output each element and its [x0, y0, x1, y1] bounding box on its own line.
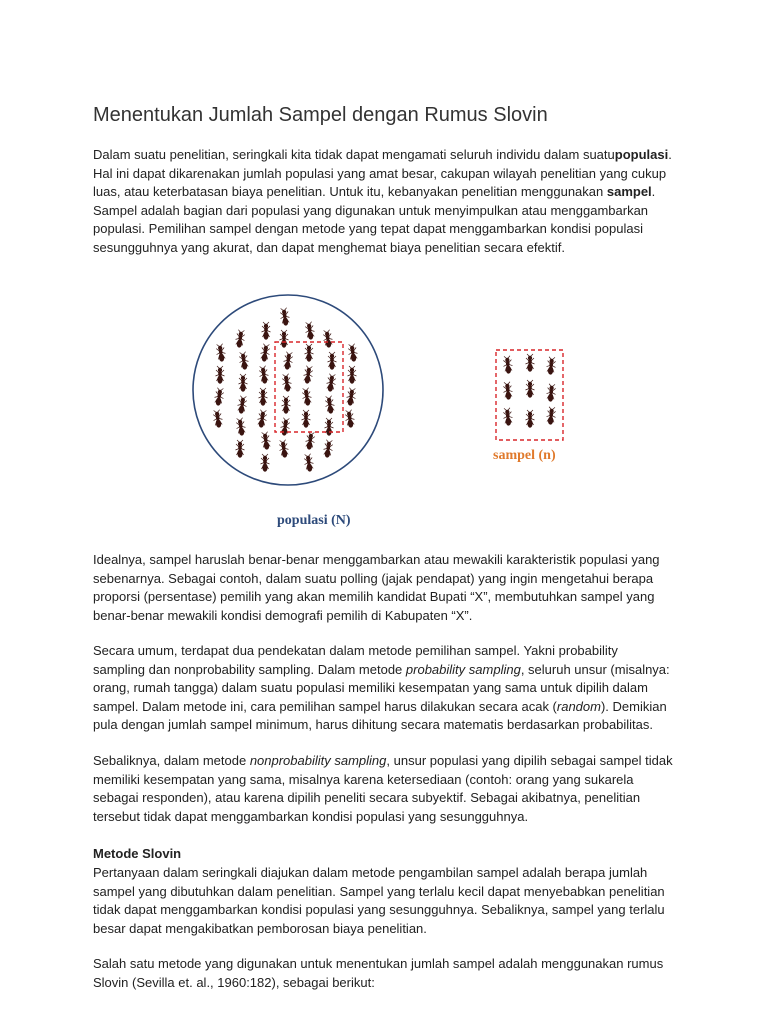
methods-text-3: ). Demikian pula dengan jumlah sampel minimum, harus dihitung secara matematis berdasarkan probabilitas. [93, 698, 667, 732]
ant-icon [304, 321, 315, 339]
ant-icon [238, 351, 249, 369]
ant-icon [262, 322, 271, 339]
ant-icon [216, 366, 225, 383]
ant-icon [280, 330, 289, 347]
methods-text-2: , seluruh unsur (misalnya: orang, rumah tangga) dalam suatu populasi memiliki kesempatan yang sama untuk dipilih dalam sampel. Dalam metode ini, cara pemilihan sampel harus dilakukan secara acak ( [93, 661, 670, 714]
ant-icon [344, 409, 355, 427]
ant-icon [328, 352, 337, 369]
ant-icon [283, 351, 294, 369]
ant-icon [305, 344, 314, 361]
term-nonprobability-sampling: nonprobability sampling [249, 753, 387, 768]
ant-icon [324, 395, 335, 413]
methods-text-1: Secara umum, terdapat dua pendekatan dalam metode pemilihan sampel. Yakni probability sampling dan nonprobability sampling. Dalam metode [93, 643, 618, 677]
ant-icon [257, 409, 268, 427]
ant-icon [260, 431, 271, 449]
ant-icon [546, 384, 557, 402]
ant-icon [215, 343, 226, 361]
term-random: random [556, 698, 601, 714]
ant-icon [214, 387, 225, 405]
page-title: Menentukan Jumlah Sampel dengan Rumus Slovin [93, 104, 548, 126]
ant-icon [546, 357, 557, 375]
ant-icon [260, 343, 271, 361]
population-sample-illustration [180, 280, 600, 535]
intro-text-3: . Sampel adalah bagian dari populasi yang digunakan untuk menyimpulkan atau menggambarkan populasi. Pemilihan sampel dengan metode yang tepat dapat menggambarkan kondisi populasi sesungguhnya yang akurat, dan dapat menghemat biaya penelitian secara efektif. [93, 184, 656, 255]
ant-icon [303, 453, 314, 471]
section-heading-slovin: Metode Slovin [93, 846, 182, 861]
paragraph-methods [93, 642, 673, 735]
ant-icon [302, 410, 311, 427]
intro-text-2: . Hal ini dapat dikarenakan jumlah populasi yang amat besar, cakupan wilayah penelitian yang cukup luas, atau keterbatasan biaya penelitian. Untuk itu, kebanyakan penelitian menggunakan [93, 147, 672, 199]
intro-text-1: Dalam suatu penelitian, seringkali kita tidak dapat mengamati seluruh individu dalam suatu [93, 147, 615, 162]
ant-icon [237, 395, 248, 413]
ant-icon [301, 387, 312, 405]
ant-icon [305, 431, 316, 449]
ant-icon [526, 410, 535, 427]
ant-icon [280, 417, 291, 435]
nonprob-text-1: Sebaliknya, dalam metode [93, 753, 250, 768]
ant-icon [278, 439, 289, 457]
ant-sample [502, 354, 556, 427]
ant-icon [502, 356, 513, 374]
ant-population [212, 307, 358, 471]
ant-icon [239, 374, 248, 391]
sample-label: sampel (n) [493, 448, 556, 463]
population-label: populasi (N) [277, 513, 351, 528]
ant-icon [322, 329, 333, 347]
ant-icon [258, 365, 269, 383]
nonprob-text-2: , unsur populasi yang dipilih sebagai sampel tidak memiliki kesempatan yang sama, misalnya karena ketersediaan (contoh: orang yang sukarela sebagai responden), atau karena dipilih peneliti secara subyektif. Sebagai akibatnya, penelitian tersebut tidak dapat menggambarkan kondisi populasi yang sesungguhnya. [93, 753, 673, 824]
ant-icon [236, 440, 245, 457]
ant-icon [303, 365, 314, 383]
paragraph-slovin-formula-intro: Salah satu metode yang digunakan untuk menentukan jumlah sampel adalah menggunakan rumus Slovin (Sevilla et. al., 1960:182), sebagai berikut: [93, 956, 664, 990]
ant-icon [502, 408, 513, 426]
paragraph-nonprobability [93, 752, 673, 826]
ant-icon [526, 380, 535, 397]
paragraph-sample-size: Pertanyaan dalam seringkali diajukan dalam metode pengambilan sampel adalah berapa jumlah sampel yang dibutuhkan dalam penelitian. Sampel yang terlalu kecil dapat menyebabkan penelitian tidak dapat menggambarkan kondisi populasi yang sesungguhnya. Sebaliknya, sampel yang terlalu besar dapat mengakibatkan pemborosan biaya penelitian. [93, 865, 665, 936]
ant-icon [261, 454, 270, 471]
ant-icon [323, 439, 334, 457]
ant-icon [326, 373, 337, 391]
ant-icon [546, 407, 557, 425]
ant-icon [348, 366, 357, 383]
term-populasi: populasi [614, 147, 669, 162]
ant-icon [526, 354, 535, 371]
ant-icon [346, 387, 357, 405]
ant-icon [347, 343, 358, 361]
ant-icon [212, 409, 223, 427]
ant-icon [259, 388, 268, 405]
term-probability-sampling: probability sampling [405, 661, 521, 677]
intro-paragraph [93, 146, 673, 257]
ant-icon [235, 329, 246, 347]
ant-icon [279, 307, 290, 325]
ant-icon [235, 417, 246, 435]
ant-icon [282, 396, 291, 413]
paragraph-ideal: Idealnya, sampel haruslah benar-benar menggambarkan atau mewakili karakteristik populasi yang sebenarnya. Sebagai contoh, dalam suatu polling (jajak pendapat) yang ingin mengetahui berapa proporsi (persentase) pemilih yang akan memilih kandidat Bupati “X”, membutuhkan sampel yang benar-benar mewakili kondisi demografi pemilih di Kabupaten “X”. [93, 552, 660, 623]
ant-icon [281, 373, 292, 391]
ant-icon [502, 382, 513, 400]
population-sample-figure [180, 280, 600, 535]
term-sampel: sampel [606, 184, 652, 199]
